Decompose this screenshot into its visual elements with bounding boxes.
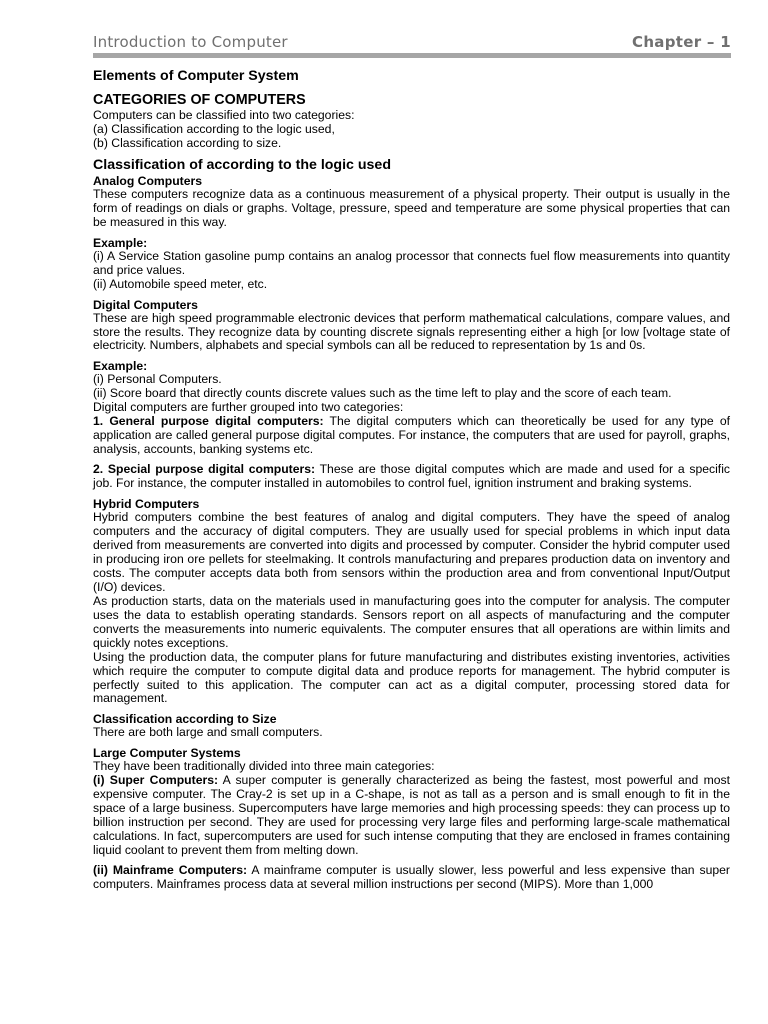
header-chapter: Chapter – 1 <box>632 33 731 51</box>
general-purpose-label: 1. General purpose digital computers: <box>93 414 324 429</box>
analog-paragraph: These computers recognize data as a continuous measurement of a physical property. Their output is usually in the form of readings on dials or graphs. Voltage, pressure, speed and temperature are some physical properties that can be measured in this way. <box>93 186 730 229</box>
hybrid-paragraph: Using the production data, the computer plans for future manufacturing and distributes existing inventories, activities which require the computer to compute digital data and produce reports for management. The hybrid computer is perfectly suited to this application. The computer can act as a digital computer, processing stored data for management. <box>93 649 730 706</box>
digital-example: (ii) Score board that directly counts discrete values such as the time left to play and the score of each team. <box>93 386 672 401</box>
analog-example: (ii) Automobile speed meter, etc. <box>93 276 268 291</box>
mainframe-label: (ii) Mainframe Computers: <box>93 863 248 878</box>
header-rule <box>93 53 731 58</box>
special-purpose-label: 2. Special purpose digital computers: <box>93 462 316 477</box>
digital-heading: Digital Computers <box>93 297 198 312</box>
categories-line: (a) Classification according to the logic used, <box>93 121 335 136</box>
page-body <box>93 68 730 892</box>
analog-heading: Analog Computers <box>93 173 203 188</box>
general-purpose-paragraph <box>93 415 730 457</box>
large-systems-intro: They have been traditionally divided into three main categories: <box>93 759 435 774</box>
special-purpose-text: These are those digital computes which are made and used for a specific job. For instance, the computer installed in automobiles to control fuel, ignition instrument and braking systems. <box>93 462 730 491</box>
logic-heading: Classification of according to the logic used <box>93 156 391 173</box>
super-computers-paragraph <box>93 774 730 858</box>
page-title: Elements of Computer System <box>93 68 299 84</box>
general-purpose-text: The digital computers which can theoretically be used for any type of application are called general purpose digital computes. For instance, the computers that are used for payroll, graphs, analysis, accounts, banking systems etc. <box>93 414 730 457</box>
categories-heading: CATEGORIES OF COMPUTERS <box>93 92 306 108</box>
special-purpose-paragraph <box>93 463 730 491</box>
size-paragraph: There are both large and small computers. <box>93 725 323 740</box>
digital-example: Digital computers are further grouped into two categories: <box>93 400 404 415</box>
categories-line: Computers can be classified into two categories: <box>93 108 355 122</box>
size-heading: Classification according to Size <box>93 712 277 727</box>
super-computers-text: A super computer is generally characterized as being the fastest, most powerful and most expensive computer. The Cray-2 is set up in a C-shape, is not as tall as a person and is small enough to fit in the space of a large business. Supercomputers have large memories and high processing speeds: they can process up to billion instruction per second. They are used for processing very large files and performing large-scale mathematical calculations. In fact, supercomputers are used for such intense computing that they are enclosed in frames containing liquid coolant to prevent them from melting down. <box>93 773 730 858</box>
hybrid-heading: Hybrid Computers <box>93 497 200 512</box>
digital-example: (i) Personal Computers. <box>93 372 222 387</box>
digital-example-label: Example: <box>93 359 148 374</box>
categories-line: (b) Classification according to size. <box>93 135 282 150</box>
hybrid-paragraph: Hybrid computers combine the best features of analog and digital computers. They have the speed of analog computers and the accuracy of digital computers. They are usually used for special problems in which input data derived from measurements are converted into digits and processed by computer. Consider the hybrid computer used in producing iron ore pellets for steelmaking. It controls manufacturing and prepares production data on inventory and costs. The computer accepts data both from sensors within the production area and from conventional Input/Output (I/O) devices. <box>93 510 730 594</box>
mainframe-text: A mainframe computer is usually slower, less powerful and less expensive than super computers. Mainframes process data at several million instructions per second (MIPS). More than 1,000 <box>93 863 730 891</box>
page-header <box>93 33 731 55</box>
mainframe-paragraph <box>93 864 730 892</box>
analog-example: (i) A Service Station gasoline pump contains an analog processor that connects fuel flow measurements into quantity and price values. <box>93 248 730 277</box>
hybrid-paragraph: As production starts, data on the materials used in manufacturing goes into the computer for analysis. The computer uses the data to establish operating standards. Sensors report on all aspects of manufacturing and the computer converts the measurements into numeric equivalents. The computer ensures that all operations are within limits and quickly notes exceptions. <box>93 593 730 650</box>
digital-paragraph: These are high speed programmable electronic devices that perform mathematical calculations, compare values, and store the results. They recognize data by counting discrete signals representing either a high [or low [voltage state of electricity. Numbers, alphabets and special symbols can all be reduced to representation by 1s and 0s. <box>93 310 730 353</box>
super-computers-label: (i) Super Computers: <box>93 773 219 788</box>
large-systems-heading: Large Computer Systems <box>93 746 241 761</box>
header-book-title: Introduction to Computer <box>93 33 288 51</box>
analog-example-label: Example: <box>93 235 148 250</box>
